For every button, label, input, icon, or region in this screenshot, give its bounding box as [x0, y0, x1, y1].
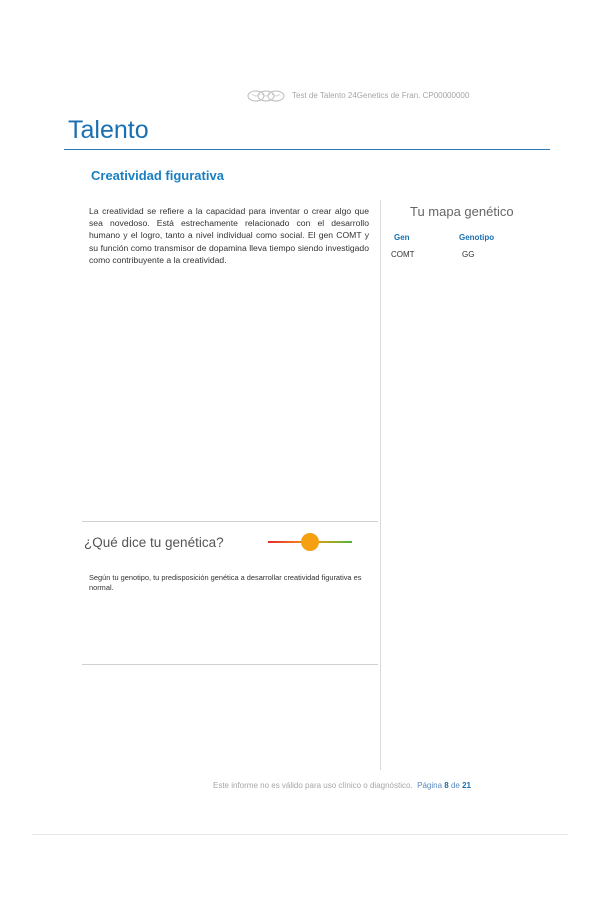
section-divider-bottom — [82, 664, 378, 665]
footer-disclaimer: Este informe no es válido para uso clínico o diagnóstico. — [213, 781, 413, 790]
page-total: 21 — [462, 781, 472, 790]
page-label: Página — [417, 781, 443, 790]
page-title: Talento — [68, 116, 149, 144]
trait-description: La creatividad se refiere a la capacidad para inventar o crear algo que sea novedoso. Está estrechamente relacionado con el desarrollo humano y el logro, tanto a nivel individual como social. El gen COMT y su función como transmisor de dopamina lleva tiempo siendo investigado como contribuyente a la creatividad. — [89, 206, 369, 265]
genetic-map-title: Tu mapa genético — [410, 204, 514, 219]
page-current: 8 — [444, 781, 449, 790]
dna-logo-icon — [247, 90, 285, 102]
report-header-label: Test de Talento 24Genetics de Fran. CP00000000 — [292, 91, 470, 100]
column-header-gen: Gen — [394, 233, 410, 242]
column-header-genotipo: Genotipo — [459, 233, 495, 242]
scale-marker — [301, 533, 319, 551]
result-text: Según tu genotipo, tu predisposición genética a desarrollar creatividad figurativa es normal. — [89, 573, 362, 592]
predisposition-scale — [268, 532, 352, 552]
result-question: ¿Qué dice tu genética? — [84, 535, 224, 550]
page-of-label: de — [450, 781, 460, 790]
title-divider — [64, 149, 550, 150]
section-divider-top — [82, 521, 378, 522]
section-title: Creatividad figurativa — [91, 168, 224, 183]
page-bottom-rule — [32, 834, 568, 835]
table-cell-gen: COMT — [391, 250, 415, 259]
column-divider — [380, 200, 381, 770]
table-cell-genotipo: GG — [462, 250, 475, 259]
page-footer — [213, 781, 471, 790]
